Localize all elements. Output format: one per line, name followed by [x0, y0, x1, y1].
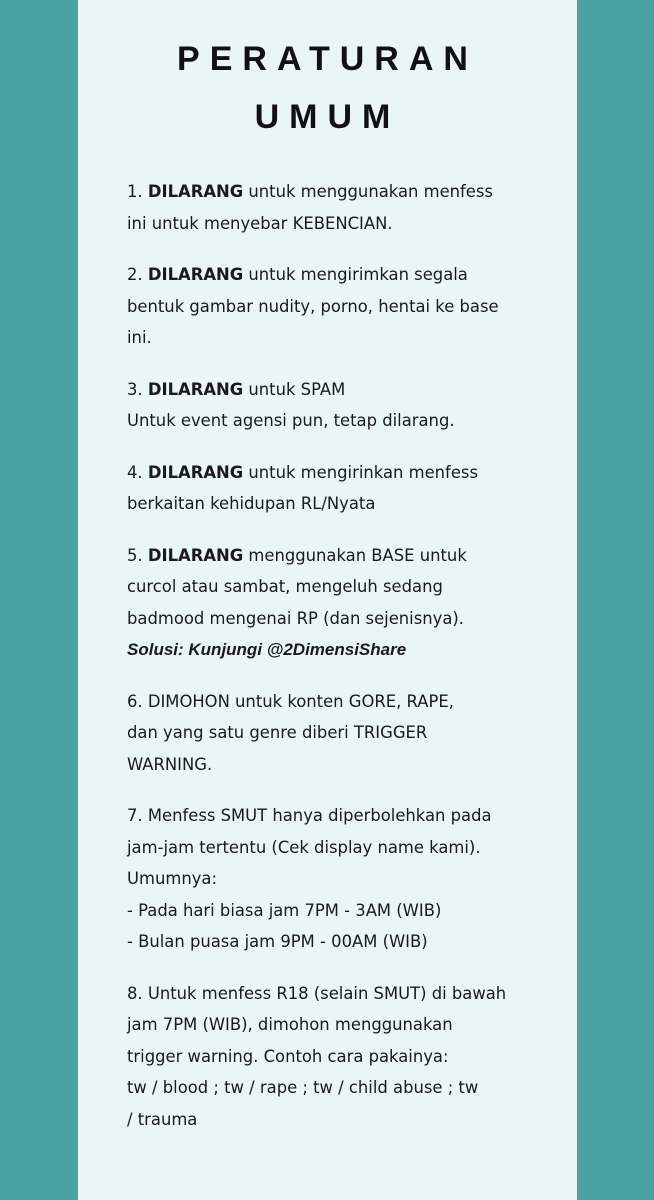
rule-item — [127, 540, 572, 666]
rule-line — [127, 926, 572, 958]
rule-line — [127, 863, 572, 895]
rule-text: curcol atau sambat, mengeluh sedang — [127, 577, 443, 596]
rule-text: 7. Menfess SMUT hanya diperbolehkan pada — [127, 806, 492, 825]
rule-line — [127, 405, 572, 437]
rule-text: jam 7PM (WIB), dimohon menggunakan — [127, 1015, 453, 1034]
rule-number: 1. — [127, 182, 143, 201]
rule-line — [127, 717, 572, 749]
rule-item — [127, 686, 572, 781]
rule-item — [127, 978, 572, 1136]
rule-text: untuk SPAM — [248, 379, 346, 399]
rule-text: ini untuk menyebar KEBENCIAN. — [127, 213, 393, 233]
rule-line — [127, 634, 572, 666]
rule-text: berkaitan kehidupan RL/Nyata — [127, 494, 376, 513]
rule-keyword: DILARANG — [147, 462, 244, 482]
rule-line — [127, 571, 572, 603]
rule-line — [127, 603, 572, 635]
rule-solution: Solusi: Kunjungi @2DimensiShare — [127, 640, 407, 659]
rule-line — [127, 832, 572, 864]
rule-text: tw / blood ; tw / rape ; tw / child abuse ; tw — [127, 1078, 479, 1097]
rule-text: ini. — [127, 328, 152, 347]
rule-item — [127, 176, 572, 239]
rule-text: bentuk gambar nudity, porno, hentai ke base — [127, 296, 499, 316]
rule-item — [127, 374, 572, 437]
rules-list — [127, 176, 572, 1155]
rule-text: jam-jam tertentu (Cek display name kami). — [127, 837, 481, 857]
rule-text: Untuk event agensi pun, tetap dilarang. — [127, 411, 455, 430]
page-title-line-2: UMUM — [254, 98, 401, 136]
rule-number: 4. — [127, 462, 143, 482]
rule-line — [127, 208, 572, 240]
rule-text: 8. Untuk menfess R18 (selain SMUT) di bawah — [127, 983, 507, 1003]
rule-text: WARNING. — [127, 754, 213, 774]
rule-text: trigger warning. Contoh cara pakainya: — [127, 1046, 449, 1066]
rule-text: menggunakan BASE untuk — [248, 545, 467, 565]
rule-number: 3. — [127, 379, 143, 399]
rule-line — [127, 259, 572, 291]
rule-line — [127, 291, 572, 323]
rule-item — [127, 800, 572, 958]
rule-line — [127, 488, 572, 520]
rule-line — [127, 1072, 572, 1104]
rule-text: untuk mengirimkan segala — [248, 265, 468, 284]
rule-line — [127, 540, 572, 572]
rule-text: untuk menggunakan menfess — [248, 182, 493, 201]
rule-line — [127, 686, 572, 718]
rule-keyword: DILARANG — [147, 379, 244, 399]
rule-number: 5. — [127, 545, 143, 565]
rule-line — [127, 322, 572, 354]
page-title-line-1: PERATURAN — [177, 40, 478, 78]
rule-text: dan yang satu genre diberi TRIGGER — [127, 723, 428, 742]
rule-keyword: DILARANG — [147, 265, 244, 284]
rule-line — [127, 457, 572, 489]
rule-line — [127, 1009, 572, 1041]
rule-text: 6. DIMOHON untuk konten GORE, RAPE, — [127, 691, 454, 711]
rule-line — [127, 749, 572, 781]
rule-text: badmood mengenai RP (dan sejenisnya). — [127, 608, 465, 628]
rule-text: - Pada hari biasa jam 7PM - 3AM (WIB) — [127, 900, 442, 920]
rule-text: Umumnya: — [127, 869, 217, 888]
rule-line — [127, 1104, 572, 1136]
rule-line — [127, 895, 572, 927]
rule-line — [127, 374, 572, 406]
rule-text: untuk mengirinkan menfess — [248, 462, 478, 482]
rule-line — [127, 1041, 572, 1073]
rule-keyword: DILARANG — [147, 182, 244, 201]
rule-line — [127, 978, 572, 1010]
rules-card — [78, 0, 577, 1200]
rule-text: / trauma — [127, 1109, 198, 1129]
rule-keyword: DILARANG — [147, 545, 244, 565]
rule-item — [127, 457, 572, 520]
rule-number: 2. — [127, 265, 143, 284]
rule-text: - Bulan puasa jam 9PM - 00AM (WIB) — [127, 932, 428, 951]
rule-item — [127, 259, 572, 354]
rule-line — [127, 176, 572, 208]
rule-line — [127, 800, 572, 832]
